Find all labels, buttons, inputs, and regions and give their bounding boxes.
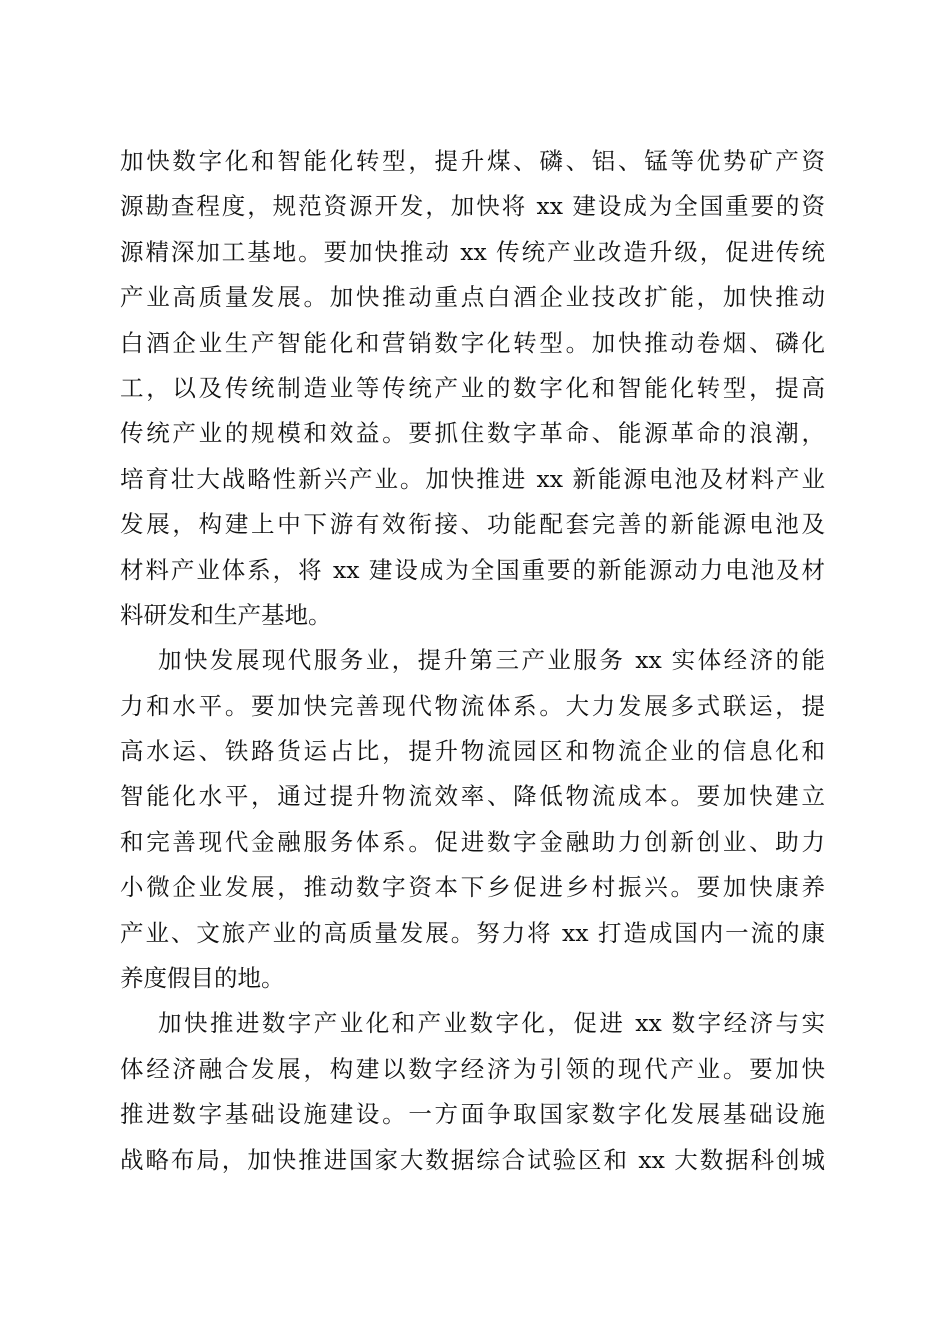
text-line: 材料产业体系，将 xx 建设成为全国重要的新能源动力电池及材 xyxy=(120,555,825,584)
text-line: 白酒企业生产智能化和营销数字化转型。加快推动卷烟、磷化 xyxy=(120,328,825,357)
text-line: 力和水平。要加快完善现代物流体系。大力发展多式联运，提 xyxy=(120,691,825,720)
text-line: 加快数字化和智能化转型，提升煤、磷、铝、锰等优势矿产资 xyxy=(120,147,825,175)
text-line: 工，以及传统制造业等传统产业的数字化和智能化转型，提高 xyxy=(120,373,825,402)
paragraph-1 xyxy=(120,139,825,638)
text-line: 加快推进数字产业化和产业数字化，促进 xx 数字经济与实 xyxy=(158,1009,825,1038)
paragraph-3 xyxy=(120,1001,825,1183)
text-line: 源精深加工基地。要加快推动 xx 传统产业改造升级，促进传统 xyxy=(120,237,825,266)
document-body xyxy=(120,139,825,1183)
text-line: 发展，构建上中下游有效衔接、功能配套完善的新能源电池及 xyxy=(120,510,825,539)
text-line: 产业、文旅产业的高质量发展。努力将 xx 打造成国内一流的康 xyxy=(120,918,825,947)
text-line: 培育壮大战略性新兴产业。加快推进 xx 新能源电池及材料产业 xyxy=(120,464,825,493)
text-line: 体经济融合发展，构建以数字经济为引领的现代产业。要加快 xyxy=(120,1054,825,1083)
text-line: 加快发展现代服务业，提升第三产业服务 xx 实体经济的能 xyxy=(158,646,825,675)
text-line: 智能化水平，通过提升物流效率、降低物流成本。要加快建立 xyxy=(120,782,825,811)
text-line: 高水运、铁路货运占比，提升物流园区和物流企业的信息化和 xyxy=(120,737,825,766)
text-line: 传统产业的规模和效益。要抓住数字革命、能源革命的浪潮， xyxy=(120,419,825,448)
paragraph-2 xyxy=(120,638,825,1001)
text-line: 和完善现代金融服务体系。促进数字金融助力创新创业、助力 xyxy=(120,827,825,856)
text-line: 料研发和生产基地。 xyxy=(120,600,332,629)
text-line: 战略布局，加快推进国家大数据综合试验区和 xx 大数据科创城 xyxy=(120,1145,825,1174)
text-line: 养度假目的地。 xyxy=(120,964,285,993)
text-line: 推进数字基础设施建设。一方面争取国家数字化发展基础设施 xyxy=(120,1100,825,1129)
text-line: 小微企业发展，推动数字资本下乡促进乡村振兴。要加快康养 xyxy=(120,873,825,902)
text-line: 产业高质量发展。加快推动重点白酒企业技改扩能，加快推动 xyxy=(120,283,825,312)
text-line: 源勘查程度，规范资源开发，加快将 xx 建设成为全国重要的资 xyxy=(120,192,825,221)
